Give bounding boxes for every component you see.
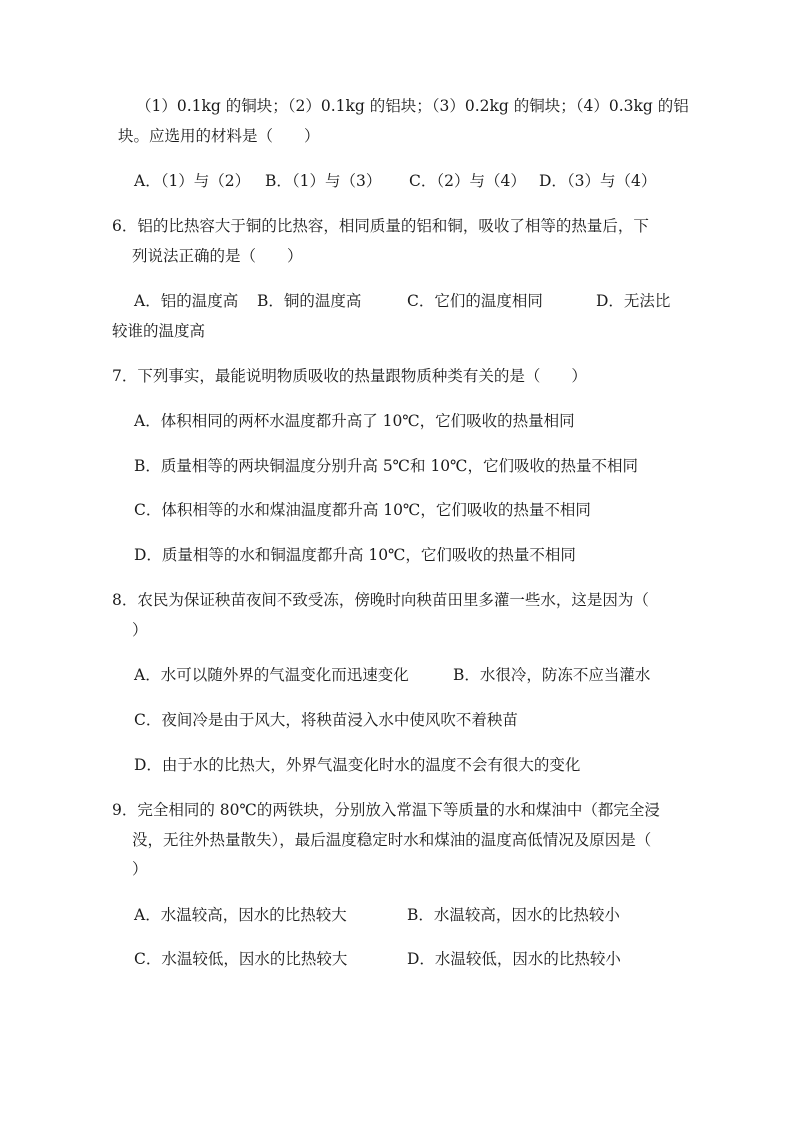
- q5-option-d: D．（3）与（4）: [539, 172, 657, 190]
- q5-option-a: A．（1）与（2）: [134, 172, 251, 190]
- q6-option-c: C．它们的温度相同: [407, 292, 543, 310]
- q9-option-c: C．水温较低，因水的比热较大: [134, 950, 348, 968]
- q9-option-a: A．水温较高，因水的比热较大: [134, 906, 347, 924]
- q7-option-a: A．体积相同的两杯水温度都升高了 10℃，它们吸收的热量相同: [134, 412, 575, 430]
- q9-stem-line1: 9．完全相同的 80℃的两铁块，分别放入常温下等质量的水和煤油中（都完全浸: [112, 801, 660, 819]
- q6-option-d-continued: 较谁的温度高: [112, 322, 206, 340]
- q5-option-c: C．（2）与（4）: [409, 172, 526, 190]
- q6-stem-line1: 6．铝的比热容大于铜的比热容，相同质量的铝和铜，吸收了相等的热量后，下: [112, 217, 649, 235]
- q9-stem-line2: 没，无往外热量散失），最后温度稳定时水和煤油的温度高低情况及原因是（: [132, 831, 652, 849]
- q8-option-d: D．由于水的比热大，外界气温变化时水的温度不会有很大的变化: [134, 756, 581, 774]
- q5-stem-line2: 块。应选用的材料是（ ）: [118, 127, 320, 145]
- q5-stem-line1: （1）0.1kg 的铜块；（2）0.1kg 的铝块；（3）0.2kg 的铜块；（4）0.3kg 的铝: [136, 97, 689, 115]
- q9-option-d: D．水温较低，因水的比热较小: [407, 950, 621, 968]
- q6-option-d: D．无法比: [596, 292, 671, 310]
- q8-stem-line1: 8．农民为保证秧苗夜间不致受冻，傍晚时向秧苗田里多灌一些水，这是因为（: [112, 591, 649, 609]
- q6-stem-line2: 列说法正确的是（ ）: [132, 247, 303, 265]
- q8-stem-line2: ）: [132, 621, 148, 639]
- q6-option-b: B．铜的温度高: [257, 292, 362, 310]
- q9-stem-line3: ）: [132, 860, 148, 878]
- q5-option-b: B．（1）与（3）: [265, 172, 382, 190]
- q6-option-a: A．铝的温度高: [134, 292, 239, 310]
- q7-stem: 7．下列事实，最能说明物质吸收的热量跟物质种类有关的是（ ）: [112, 367, 587, 385]
- q7-option-b: B．质量相等的两块铜温度分别升高 5℃和 10℃，它们吸收的热量不相同: [134, 457, 639, 475]
- q8-option-b: B．水很冷，防冻不应当灌水: [453, 666, 651, 684]
- q8-option-a: A．水可以随外界的气温变化而迅速变化: [134, 666, 409, 684]
- q7-option-d: D．质量相等的水和铜温度都升高 10℃，它们吸收的热量不相同: [134, 546, 576, 564]
- q9-option-b: B．水温较高，因水的比热较小: [407, 906, 620, 924]
- q7-option-c: C．体积相等的水和煤油温度都升高 10℃，它们吸收的热量不相同: [134, 501, 591, 519]
- q8-option-c: C．夜间冷是由于风大，将秧苗浸入水中使风吹不着秧苗: [134, 711, 518, 729]
